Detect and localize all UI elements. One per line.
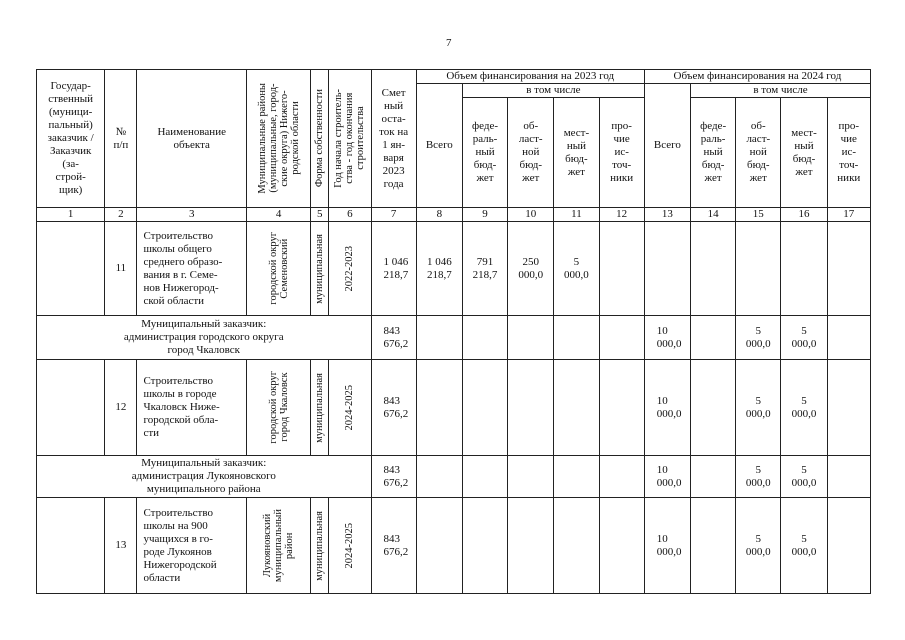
object-name: Строительство школы в городе Чкаловск Ниже- городской обла- сти: [137, 360, 247, 456]
col-number: 11: [554, 208, 599, 222]
regional-2024: 5 000,0: [736, 360, 781, 456]
object-name: Строительство школы общего среднего образо- вания в г. Семе- нов Нижегород- ской области: [137, 222, 247, 316]
header-fin-2024: Объем финансирования на 2024 год: [644, 70, 870, 84]
col-number: 9: [462, 208, 507, 222]
customer-label: Муниципальный заказчик: администрация городского округа город Чкаловск: [37, 316, 372, 360]
regional-2024: [736, 222, 781, 316]
table-row: [37, 222, 871, 316]
table-row: [37, 456, 871, 498]
table-row: [37, 360, 871, 456]
estimate-value: 843 676,2: [371, 360, 416, 456]
row-num: 12: [105, 360, 137, 456]
object-ownership: муниципальная: [314, 372, 326, 443]
regional-2024: 5 000,0: [736, 456, 781, 498]
col-number: 10: [508, 208, 554, 222]
local-2024: 5 000,0: [781, 456, 827, 498]
other-2023: [599, 222, 644, 316]
header-regional-2023: об- ласт- ной бюд- жет: [508, 98, 554, 208]
object-years: 2024-2025: [344, 522, 356, 569]
col-number: 3: [137, 208, 247, 222]
estimate-value: 843 676,2: [371, 316, 416, 360]
regional-2024: 5 000,0: [736, 316, 781, 360]
estimate-value: 843 676,2: [371, 456, 416, 498]
col-number: 5: [311, 208, 329, 222]
col-number: 2: [105, 208, 137, 222]
header-regional-2024: об- ласт- ной бюд- жет: [736, 98, 781, 208]
federal-2023: 791 218,7: [462, 222, 507, 316]
header-including-2023: в том числе: [462, 84, 644, 98]
regional-2024: 5 000,0: [736, 498, 781, 594]
local-2024: 5 000,0: [781, 498, 827, 594]
estimate-value: 1 046 218,7: [371, 222, 416, 316]
header-local-2024: мест- ный бюд- жет: [781, 98, 827, 208]
object-ownership: муниципальная: [314, 510, 326, 581]
header-federal-2023: феде- раль- ный бюд- жет: [462, 98, 507, 208]
header-district: Муниципальные районы (муниципальные, город- ские округа) Нижего- родской области: [256, 83, 301, 194]
header-estimate: Смет ный оста- ток на 1 ян- варя 2023 года: [371, 70, 416, 208]
col-number: 7: [371, 208, 416, 222]
total-2024: 10 000,0: [644, 360, 690, 456]
col-number: 14: [691, 208, 736, 222]
object-district: городской округ город Чкаловск: [267, 371, 290, 444]
object-years: 2024-2025: [344, 384, 356, 431]
financing-table: [36, 69, 871, 594]
total-2024: 10 000,0: [644, 456, 690, 498]
header-including-2024: в том числе: [691, 84, 871, 98]
table-row: [37, 498, 871, 594]
col-number: 4: [246, 208, 310, 222]
object-ownership: муниципальная: [314, 233, 326, 304]
header-ownership-cell: [311, 70, 329, 208]
local-2024: 5 000,0: [781, 360, 827, 456]
regional-2023: 250 000,0: [508, 222, 554, 316]
total-2024: 10 000,0: [644, 316, 690, 360]
col-number: 6: [329, 208, 371, 222]
federal-2024: [691, 222, 736, 316]
table-row: [37, 316, 871, 360]
header-total-2024: Всего: [644, 84, 690, 208]
other-2024: [827, 222, 870, 316]
header-num: № п/п: [105, 70, 137, 208]
header-local-2023: мест- ный бюд- жет: [554, 98, 599, 208]
local-2024: 5 000,0: [781, 316, 827, 360]
object-years: 2022-2023: [344, 245, 356, 292]
header-customer: Государ- ственный (муници- пальный) заказчик / Заказчик (за- строй- щик): [37, 70, 105, 208]
object-name: Строительство школы на 900 учащихся в го- роде Лукоянов Нижегородской области: [137, 498, 247, 594]
customer-label: Муниципальный заказчик: администрация Лукояновского муниципального района: [37, 456, 372, 498]
header-federal-2024: феде- раль- ный бюд- жет: [691, 98, 736, 208]
estimate-value: 843 676,2: [371, 498, 416, 594]
header-ownership: Форма собственности: [314, 89, 326, 188]
col-number: 16: [781, 208, 827, 222]
total-2024: [644, 222, 690, 316]
object-district: Лукояновский муниципальный район: [262, 508, 296, 583]
col-number: 17: [827, 208, 870, 222]
header-name: Наименование объекта: [137, 70, 247, 208]
col-number: 12: [599, 208, 644, 222]
header-other-2023: про- чие ис- точ- ники: [599, 98, 644, 208]
total-2023: 1 046 218,7: [416, 222, 462, 316]
local-2024: [781, 222, 827, 316]
header-years-cell: [329, 70, 371, 208]
col-number: 1: [37, 208, 105, 222]
local-2023: 5 000,0: [554, 222, 599, 316]
header-fin-2023: Объем финансирования на 2023 год: [416, 70, 644, 84]
total-2024: 10 000,0: [644, 498, 690, 594]
header-years: Год начала строитель- ства - год окончания строительства: [333, 89, 367, 188]
row-num: 11: [105, 222, 137, 316]
page-number: 7: [446, 37, 452, 49]
header-total-2023: Всего: [416, 84, 462, 208]
header-other-2024: про- чие ис- точ- ники: [827, 98, 870, 208]
header-district-cell: [246, 70, 310, 208]
col-number: 15: [736, 208, 781, 222]
col-number: 8: [416, 208, 462, 222]
object-district: городской округ Семеновский: [267, 232, 290, 305]
row-num: 13: [105, 498, 137, 594]
col-number: 13: [644, 208, 690, 222]
